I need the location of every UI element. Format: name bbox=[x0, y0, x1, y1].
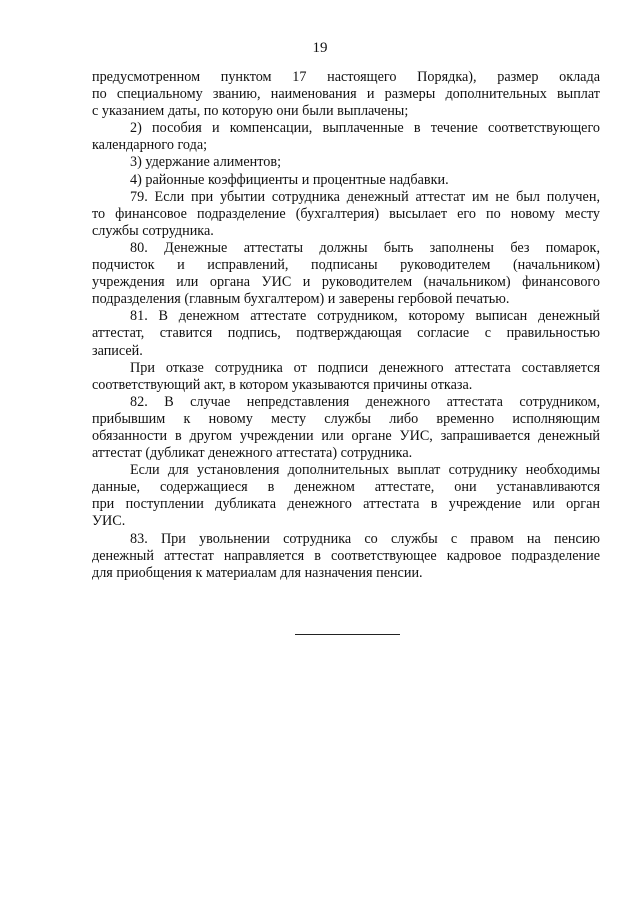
text-line: по специальному званию, наименования и размеры дополнительных выплат bbox=[92, 86, 600, 103]
text-line: прибывшим к новому месту службы либо временно исполняющим bbox=[92, 410, 600, 427]
text-line: 81. В денежном аттестате сотрудником, которому выписан денежный bbox=[130, 308, 600, 325]
text-line: аттестат, ставится подпись, подтверждающая согласие с правильностью bbox=[92, 325, 600, 342]
text-line: при поступлении дубликата денежного аттестата в учреждение или орган bbox=[92, 496, 600, 513]
text-line: для приобщения к материалам для назначения пенсии. bbox=[92, 564, 423, 581]
text-line: 83. При увольнении сотрудника со службы с правом на пенсию bbox=[130, 530, 600, 547]
text-line: подразделения (главным бухгалтером) и заверены гербовой печатью. bbox=[92, 291, 510, 308]
text-line: подчисток и исправлений, подписаны руководителем (начальником) bbox=[92, 257, 600, 274]
text-line: 2) пособия и компенсации, выплаченные в течение соответствующего bbox=[130, 120, 600, 137]
text-line: записей. bbox=[92, 342, 143, 359]
text-line: 82. В случае непредставления денежного аттестата сотрудником, bbox=[130, 393, 600, 410]
document-body bbox=[92, 69, 600, 582]
text-line: службы сотрудника. bbox=[92, 222, 214, 239]
page-number: 19 bbox=[312, 40, 328, 56]
text-line: УИС. bbox=[92, 513, 126, 530]
text-line: предусмотренном пунктом 17 настоящего Порядка), размер оклада bbox=[92, 69, 600, 85]
text-line: Если для установления дополнительных выплат сотруднику необходимы bbox=[130, 462, 600, 479]
text-line: учреждения или органа УИС и руководителем (начальником) финансового bbox=[92, 274, 600, 291]
separator-line bbox=[295, 634, 400, 635]
text-line: с указанием даты, по которую они были выплачены; bbox=[92, 103, 409, 120]
text-line: данные, содержащиеся в денежном аттестате, они устанавливаются bbox=[92, 479, 600, 496]
text-line: аттестат (дубликат денежного аттестата) сотрудника. bbox=[92, 445, 413, 462]
text-line: обязанности в другом учреждении или органе УИС, запрашивается денежный bbox=[92, 427, 600, 444]
text-line: денежный аттестат направляется в соответствующее кадровое подразделение bbox=[92, 547, 600, 564]
text-line: соответствующий акт, в котором указываются причины отказа. bbox=[92, 376, 473, 393]
text-line: 80. Денежные аттестаты должны быть заполнены без помарок, bbox=[130, 239, 600, 256]
text-line: то финансовое подразделение (бухгалтерия) высылает его по новому месту bbox=[92, 205, 600, 222]
text-line: 79. Если при убытии сотрудника денежный аттестат им не был получен, bbox=[130, 188, 600, 205]
text-line: При отказе сотрудника от подписи денежного аттестата составляется bbox=[130, 359, 600, 376]
text-line: 3) удержание алиментов; bbox=[130, 154, 282, 171]
text-line: календарного года; bbox=[92, 137, 208, 154]
text-line: 4) районные коэффициенты и процентные надбавки. bbox=[130, 171, 449, 188]
